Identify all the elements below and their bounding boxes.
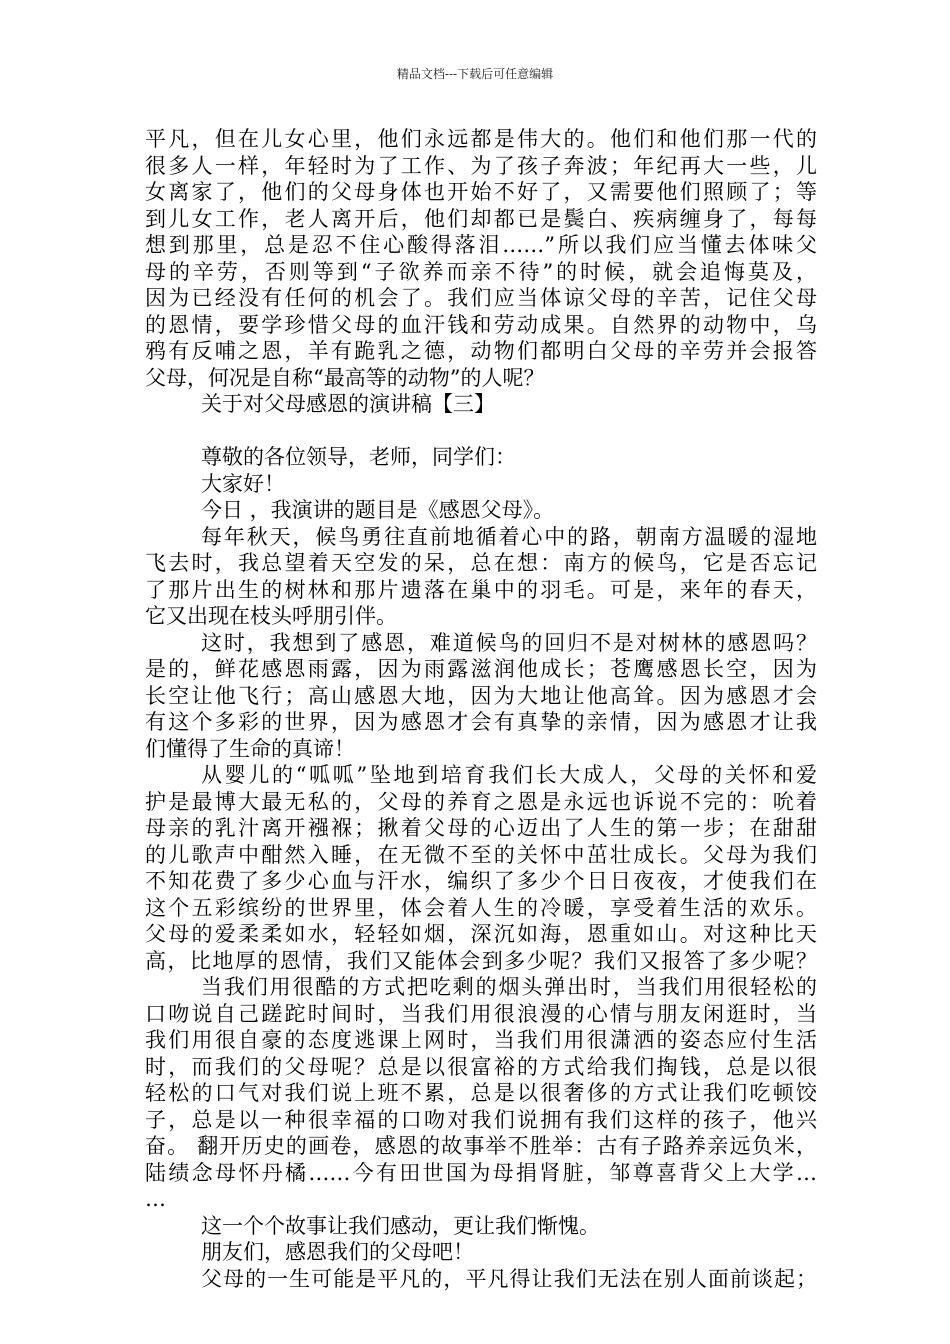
page-header: 精品文档---下载后可任意编辑	[396, 67, 554, 81]
text-line: 们懂得了生命的真谛！	[145, 736, 355, 761]
text-line: 每年秋天，候鸟勇往直前地循着心中的路，朝南方温暖的湿地	[201, 524, 817, 549]
blank-line	[145, 418, 817, 445]
text-line: 想到那里，总是忍不住心酸得落泪……”所以我们应当懂去体味父	[145, 233, 817, 257]
text-line: 今日 ，我演讲的题目是《感恩父母》。	[201, 498, 555, 522]
text-line: 长空让他飞行；高山感恩大地，因为大地让他高耸。因为感恩才会	[145, 683, 817, 708]
text-line: 这个五彩缤纷的世界里，体会着人生的冷暖，享受着生活的欢乐。	[145, 895, 817, 920]
text-line: 朋友们，感恩我们的父母吧！	[201, 1240, 474, 1264]
text-line: 我们用很自豪的态度逃课上网时，当我们用很潇洒的姿态应付生活	[145, 1028, 817, 1052]
text-line: 子，总是以一种很幸福的口吻对我们说拥有我们这样的孩子，他兴	[145, 1107, 817, 1132]
text-line: 护是最博大最无私的，父母的养育之恩是永远也诉说不完的：吮着	[145, 789, 817, 814]
text-line: 口吻说自己蹉跎时间时，当我们用很浪漫的心情与朋友闲逛时，当	[145, 1001, 817, 1026]
text-line: 当我们用很酷的方式把吃剩的烟头弹出时，当我们用很轻松的	[201, 975, 817, 999]
text-line: 的儿歌声中酣然入睡，在无微不至的关怀中茁壮成长。父母为我们	[145, 842, 817, 867]
text-line: 飞去时，我总望着天空发的呆，总在想：南方的候鸟，它是否忘记	[145, 551, 817, 575]
text-line: 到儿女工作，老人离开后，他们却都已是鬓白、疾病缠身了，每每	[145, 206, 817, 231]
text-line: 母的辛劳，否则等到“子欲养而亲不待”的时候，就会追悔莫及，	[145, 259, 817, 284]
text-line: 高，比地厚的恩情，我们又能体会到多少呢？我们又报答了多少呢？	[145, 948, 817, 973]
text-line: 从婴儿的“呱呱”坠地到培育我们长大成人，父母的关怀和爱	[201, 763, 817, 787]
text-line: 女离家了，他们的父母身体也开始不好了，又需要他们照顾了；等	[145, 180, 817, 204]
text-line: 了那片出生的树林和那片遗落在巢中的羽毛。可是，来年的春天，	[145, 577, 817, 602]
document-body	[145, 126, 817, 1292]
text-line: 它又出现在枝头呼朋引伴。	[145, 604, 397, 628]
text-line: 父母的爱柔柔如水，轻轻如烟，深沉如海，恩重如山。对这种比天	[145, 922, 817, 946]
text-line: 的恩情，要学珍惜父母的血汗钱和劳动成果。自然界的动物中，乌	[145, 312, 817, 337]
text-line: …	[145, 1187, 166, 1211]
text-line: 大家好！	[201, 471, 285, 496]
text-line: 是的，鲜花感恩雨露，因为雨露滋润他成长；苍鹰感恩长空，因为	[145, 657, 817, 681]
text-line: 母亲的乳汁离开襁褓；揪着父母的心迈出了人生的第一步；在甜甜	[145, 816, 817, 840]
text-line: 因为已经没有任何的机会了。我们应当体谅父母的辛苦，记住父母	[145, 286, 817, 310]
text-line: 陆绩念母怀丹橘……今有田世国为母捐肾脏，邹尊喜背父上大学…	[145, 1160, 817, 1185]
text-line: 不知花费了多少心血与汗水，编织了多少个日日夜夜，才使我们在	[145, 869, 817, 893]
text-line: 这时，我想到了感恩，难道候鸟的回归不是对树林的感恩吗？	[201, 630, 817, 655]
text-line: 父母的一生可能是平凡的，平凡得让我们无法在别人面前谈起；	[201, 1266, 817, 1291]
text-line: 轻松的口气对我们说上班不累，总是以很奢侈的方式让我们吃顿饺	[145, 1081, 817, 1105]
text-line: 这一个个故事让我们感动，更让我们惭愧。	[201, 1213, 600, 1238]
text-line: 关于对父母感恩的演讲稿【三】	[201, 392, 495, 416]
text-line: 很多人一样，年轻时为了工作、为了孩子奔波；年纪再大一些，儿	[145, 153, 817, 178]
text-line: 平凡，但在儿女心里，他们永远都是伟大的。他们和他们那一代的	[145, 127, 817, 151]
text-line: 有这个多彩的世界，因为感恩才会有真挚的亲情，因为感恩才让我	[145, 710, 817, 734]
text-line: 尊敬的各位领导，老师，同学们：	[201, 445, 516, 469]
text-line: 时，而我们的父母呢？总是以很富裕的方式给我们掏钱，总是以很	[145, 1054, 817, 1079]
text-line: 鸦有反哺之恩，羊有跪乳之德，动物们都明白父母的辛劳并会报答	[145, 339, 817, 363]
text-line: 父母，何况是自称“最高等的动物”的人呢？	[145, 365, 545, 390]
text-line: 奋。 翻开历史的画卷，感恩的故事举不胜举：古有子路养亲远负米，	[145, 1134, 817, 1158]
